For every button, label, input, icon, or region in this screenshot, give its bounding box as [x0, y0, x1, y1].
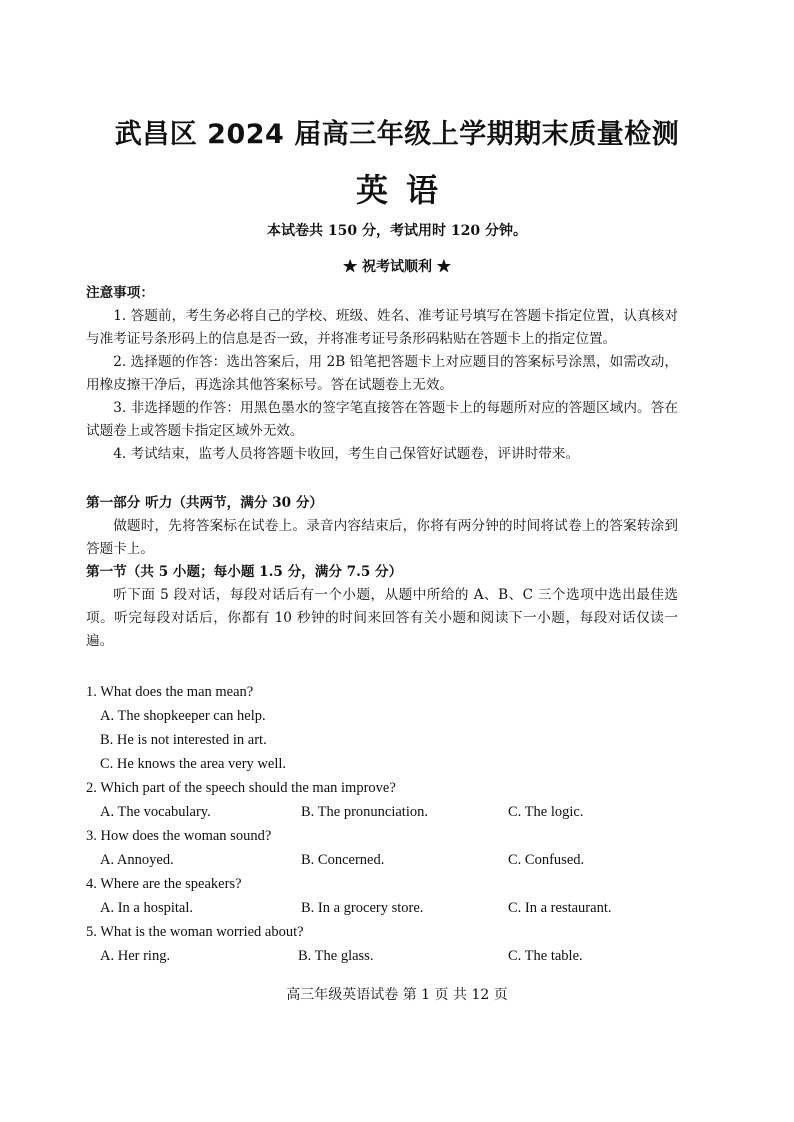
exam-info: 本试卷共 150 分，考试用时 120 分钟。: [267, 223, 527, 239]
option-a: A. Annoyed.: [100, 852, 174, 868]
good-luck-line: ★ 祝考试顺利 ★: [343, 259, 451, 275]
question-stem: 2. Which part of the speech should the man improve?: [86, 780, 396, 796]
note-item: 1. 答题前，考生务必将自己的学校、班级、姓名、准考证号填写在答题卡指定位置，认真核对与准考证号条形码上的信息是否一致，并将准考证号条形码粘贴在答题卡上的指定位置。: [86, 308, 678, 347]
question-stem: 3. How does the woman sound?: [86, 828, 272, 844]
part1-section: [86, 492, 678, 653]
question-stem: 5. What is the woman worried about?: [86, 924, 304, 940]
question-stem: 1. What does the man mean?: [86, 684, 254, 700]
subject-title: 英语: [355, 171, 456, 209]
part1-instruction: 做题时，先将答案标在试卷上。录音内容结束后，你将有两分钟的时间将试卷上的答案转涂到答题卡上。: [86, 518, 678, 557]
note-item: 2. 选择题的作答：选出答案后，用 2B 铅笔把答题卡上对应题目的答案标号涂黑，如需改动，用橡皮擦干净后，再选涂其他答案标号。答在试题卷上无效。: [86, 354, 678, 393]
note-item: 3. 非选择题的作答：用黑色墨水的签字笔直接答在答题卡上的每题所对应的答题区域内。答在试题卷上或答题卡指定区域外无效。: [86, 400, 678, 439]
section1-instruction: 听下面 5 段对话，每段对话后有一个小题，从题中所给的 A、B、C 三个选项中选出最佳选项。听完每段对话后，你都有 10 秒钟的时间来回答有关小题和阅读下一小题，每段对话仅读一遍。: [86, 587, 678, 649]
option-c: C. The table.: [508, 948, 583, 964]
part1-heading: 第一部分 听力（共两节，满分 30 分）: [86, 495, 324, 511]
option-b: B. The pronunciation.: [301, 804, 428, 820]
section1-heading: 第一节（共 5 小题；每小题 1.5 分，满分 7.5 分）: [86, 564, 403, 580]
note-item: 4. 考试结束，监考人员将答题卡收回，考生自己保管好试题卷，评讲时带来。: [113, 446, 580, 462]
option-a: A. In a hospital.: [100, 900, 194, 916]
option-b: B. He is not interested in art.: [100, 732, 267, 748]
page-footer: 高三年级英语试卷 第 1 页 共 12 页: [286, 987, 508, 1003]
option-b: B. The glass.: [298, 948, 374, 964]
option-c: C. He knows the area very well.: [100, 756, 287, 772]
exam-title: 武昌区 2024 届高三年级上学期期末质量检测: [114, 119, 680, 150]
notes-heading: 注意事项：: [86, 285, 154, 301]
option-c: C. The logic.: [508, 804, 584, 820]
option-a: A. Her ring.: [100, 948, 171, 964]
option-b: B. In a grocery store.: [301, 900, 424, 916]
notes-section: [86, 282, 678, 466]
option-a: A. The vocabulary.: [100, 804, 211, 820]
option-c: C. In a restaurant.: [508, 900, 612, 916]
option-a: A. The shopkeeper can help.: [100, 708, 266, 724]
question-stem: 4. Where are the speakers?: [86, 876, 242, 892]
option-c: C. Confused.: [508, 852, 585, 868]
option-b: B. Concerned.: [301, 852, 385, 868]
